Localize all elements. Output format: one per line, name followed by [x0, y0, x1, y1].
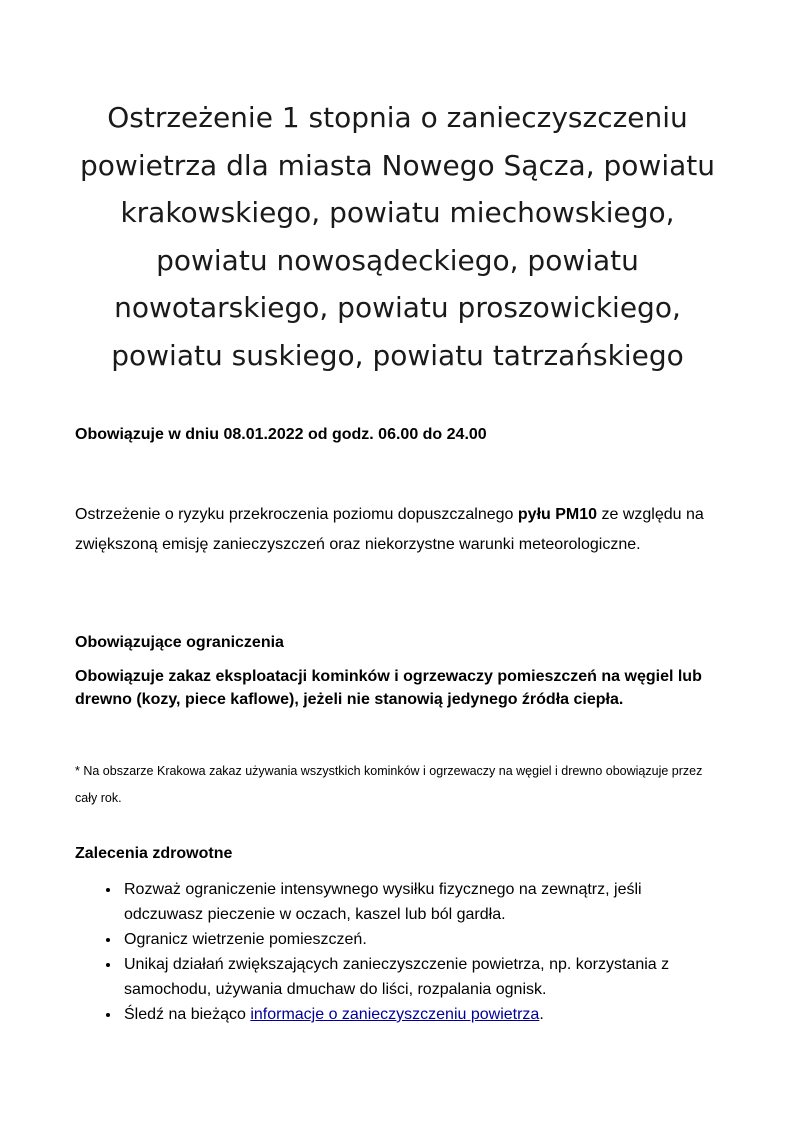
validity-period: Obowiązuje w dniu 08.01.2022 od godz. 06.00 do 24.00: [75, 426, 487, 443]
health-recommendations-list: [75, 877, 720, 1027]
title-line-3: krakowskiego, powiatu miechowskiego,: [120, 196, 675, 229]
air-pollution-info-link[interactable]: informacje o zanieczyszczeniu powietrza: [250, 1006, 540, 1023]
document-title: [75, 94, 720, 379]
link-bullet-prefix: Śledź na bieżąco: [124, 1006, 251, 1023]
restrictions-text: Obowiązuje zakaz eksploatacji kominków i ogrzewaczy pomieszczeń na węgiel lub drewno (kozy, piece kaflowe), jeżeli nie stanowią jedynego źródła ciepła.: [75, 668, 702, 708]
list-item: • Unikaj działań zwiększających zanieczyszczenie powietrza, np. korzystania z samochodu, używania dmuchaw do liści, rozpalania ognisk.: [121, 952, 720, 1002]
title-line-4: powiatu nowosądeckiego, powiatu: [156, 243, 639, 277]
title-line-5: nowotarskiego, powiatu proszowickiego,: [114, 291, 681, 324]
restrictions-heading: Obowiązujące ograniczenia: [75, 634, 284, 651]
risk-text-after: ze względu na zwiększoną emisję zanieczyszczeń oraz niekorzystne warunki meteorologiczne.: [75, 506, 704, 553]
risk-paragraph: [75, 500, 720, 560]
link-bullet-suffix: .: [539, 1006, 544, 1023]
list-item: • Rozważ ograniczenie intensywnego wysiłku fizycznego na zewnątrz, jeśli odczuwasz pieczenie w oczach, kaszel lub ból gardła.: [121, 877, 720, 927]
health-recommendations-heading: Zalecenia zdrowotne: [75, 845, 233, 862]
risk-text-before: Ostrzeżenie o ryzyku przekroczenia poziomu dopuszczalnego: [75, 506, 518, 523]
pollutant-name: pyłu PM10: [517, 506, 598, 523]
list-item: • Ogranicz wietrzenie pomieszczeń.: [121, 927, 720, 952]
title-line-1: Ostrzeżenie 1 stopnia o zanieczyszczeniu: [107, 101, 688, 134]
krakow-footnote: * Na obszarze Krakowa zakaz używania wszystkich kominków i ogrzewaczy na węgiel i drewno obowiązuje przez cały rok.: [75, 764, 703, 805]
title-line-6: powiatu suskiego, powiatu tatrzańskiego: [111, 338, 684, 372]
title-line-2: powietrza dla miasta Nowego Sącza, powiatu: [80, 148, 715, 182]
list-item: [121, 1002, 720, 1027]
